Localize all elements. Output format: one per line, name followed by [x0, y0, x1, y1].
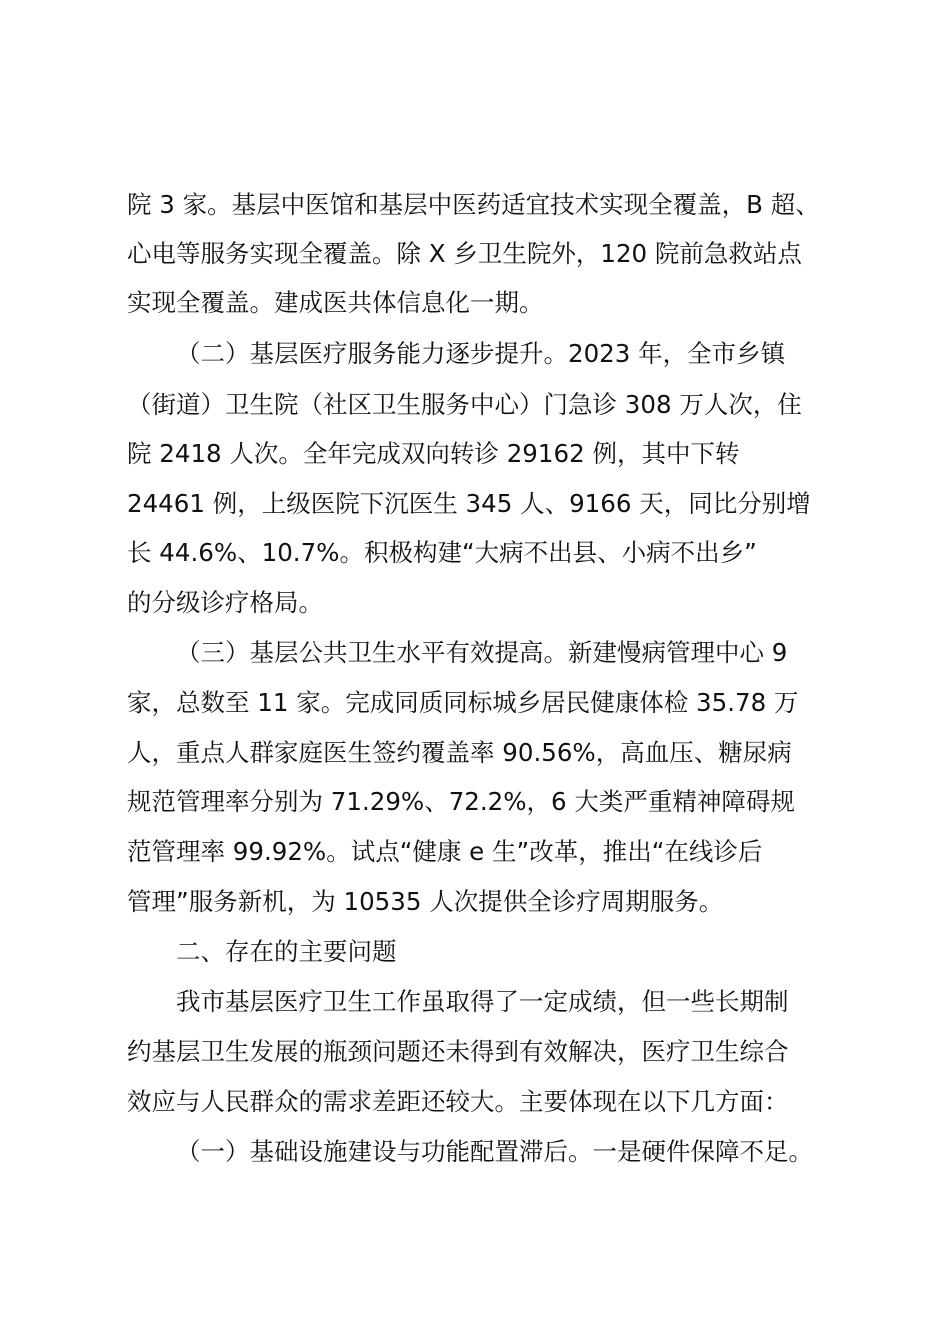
- text-line: 范管理率 99.92%。试点“健康 e 生”改革，推出“在线诊后: [127, 837, 763, 866]
- text-line: 的分级诊疗格局。: [127, 588, 323, 617]
- text-line: 约基层卫生发展的瓶颈问题还未得到有效解决，医疗卫生综合: [127, 1037, 789, 1066]
- text-line: 长 44.6%、10.7%。积极构建“大病不出县、小病不出乡”: [127, 538, 757, 567]
- text-line: 实现全覆盖。建成医共体信息化一期。: [127, 288, 544, 317]
- text-line: 24461 例，上级医院下沉医生 345 人、9166 天，同比分别增: [127, 489, 811, 518]
- text-line: 院 2418 人次。全年完成双向转诊 29162 例，其中下转: [127, 439, 740, 468]
- text-line: 规范管理率分别为 71.29%、72.2%，6 大类严重精神障碍规: [127, 787, 795, 816]
- paragraph-start-line: 我市基层医疗卫生工作虽取得了一定成绩，但一些长期制: [176, 987, 789, 1016]
- text-line: （街道）卫生院（社区卫生服务中心）门急诊 308 万人次，住: [127, 390, 802, 419]
- text-line: 院 3 家。基层中医馆和基层中医药适宜技术实现全覆盖，B 超、: [127, 190, 820, 219]
- section-heading: 二、存在的主要问题: [176, 937, 397, 966]
- paragraph-start-line: （一）基础设施建设与功能配置滞后。一是硬件保障不足。: [176, 1137, 813, 1166]
- paragraph-start-line: （二）基层医疗服务能力逐步提升。2023 年，全市乡镇: [176, 339, 786, 368]
- text-line: 家，总数至 11 家。完成同质同标城乡居民健康体检 35.78 万: [127, 688, 799, 717]
- text-line: 效应与人民群众的需求差距还较大。主要体现在以下几方面：: [127, 1087, 789, 1116]
- text-line: 心电等服务实现全覆盖。除 X 乡卫生院外，120 院前急救站点: [127, 239, 802, 268]
- text-line: 管理”服务新机，为 10535 人次提供全诊疗周期服务。: [127, 887, 724, 916]
- text-line: 人，重点人群家庭医生签约覆盖率 90.56%，高血压、糖尿病: [127, 738, 792, 767]
- paragraph-start-line: （三）基层公共卫生水平有效提高。新建慢病管理中心 9: [176, 638, 788, 667]
